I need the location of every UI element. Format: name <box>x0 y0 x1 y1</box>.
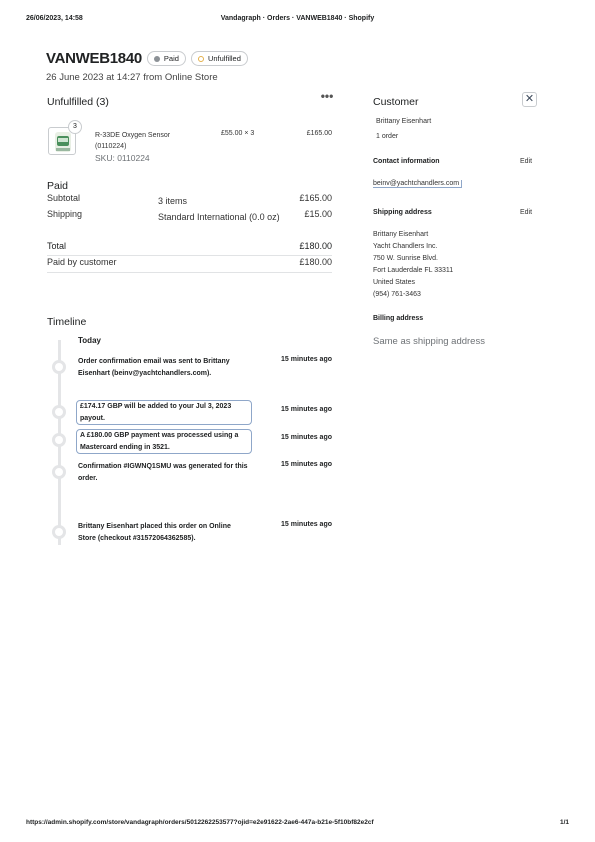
print-url: https://admin.shopify.com/store/vandagraph/orders/5012262253577?ojid=e2e91622-2ae6-447a-b21e-5f10bf82e2cf <box>26 819 374 826</box>
timeline-event-time: 15 minutes ago <box>281 461 332 468</box>
print-datetime: 26/06/2023, 14:58 <box>26 15 83 22</box>
total-label: Total <box>47 241 67 251</box>
shipping-edit-button[interactable]: Edit <box>520 209 533 216</box>
payment-status-badge: Paid <box>147 51 186 66</box>
timeline-event-time: 15 minutes ago <box>281 406 332 413</box>
timeline-event[interactable]: £174.17 GBP will be added to your Jul 3, 2023 payout. <box>76 400 252 425</box>
fulfillment-status-badge: Unfulfilled <box>191 51 248 66</box>
shipping-row <box>47 209 332 241</box>
timeline-dot-icon <box>52 465 66 479</box>
paid-by-amount: £180.00 <box>299 257 332 267</box>
timeline-event: Brittany Eisenhart placed this order on Online Store (checkout #31572064362585). <box>78 523 231 542</box>
contact-info-title: Contact information <box>373 158 440 165</box>
customer-email-link[interactable]: beinv@yachtchandlers.com <box>373 180 462 188</box>
timeline-event-time: 15 minutes ago <box>281 434 332 441</box>
customer-order-count: 1 order <box>376 133 399 140</box>
contact-edit-button[interactable]: Edit <box>520 158 533 165</box>
subtotal-detail: 3 items <box>158 196 188 206</box>
timeline-title: Timeline <box>47 316 87 328</box>
product-unit-price: £55.00 × 3 <box>221 130 255 137</box>
close-icon[interactable]: ✕ <box>522 92 537 107</box>
product-sku: SKU: 0110224 <box>95 153 150 163</box>
timeline-day: Today <box>78 336 101 345</box>
print-page-title: Vandagraph · Orders · VANWEB1840 · Shopify <box>220 15 375 22</box>
subtotal-label: Subtotal <box>47 193 81 203</box>
timeline-event: Order confirmation email was sent to Brittany Eisenhart (beinv@yachtchandlers.com). <box>78 358 230 377</box>
total-amount: £180.00 <box>299 241 332 251</box>
more-horizontal-icon[interactable]: ••• <box>320 89 334 103</box>
product-line-total: £165.00 <box>306 130 332 137</box>
customer-name-link[interactable]: Brittany Eisenhart <box>376 118 432 125</box>
shipping-address: Brittany Eisenhart Yacht Chandlers Inc. 750 W. Sunrise Blvd. Fort Lauderdale FL 33311 United States (954) 761-3463 <box>373 231 454 298</box>
subtotal-amount: £165.00 <box>299 193 332 203</box>
customer-title: Customer <box>373 96 419 108</box>
subtotal-row <box>47 193 332 209</box>
order-title: VANWEB1840 <box>46 50 142 67</box>
timeline-event-time: 15 minutes ago <box>281 356 332 363</box>
order-header <box>46 50 248 83</box>
print-footer <box>26 819 569 829</box>
order-date: 26 June 2023 at 14:27 from Online Store <box>46 72 218 83</box>
divider <box>47 272 332 273</box>
timeline-event[interactable]: A £180.00 GBP payment was processed using a Mastercard ending in 3521. <box>76 429 252 454</box>
print-header <box>26 15 569 25</box>
unfulfilled-title: Unfulfilled (3) <box>47 96 109 108</box>
timeline-dot-icon <box>52 360 66 374</box>
quantity-badge: 3 <box>68 120 82 134</box>
billing-address-value: Same as shipping address <box>373 336 485 347</box>
timeline-dot-icon <box>52 405 66 419</box>
status-dot-icon <box>154 56 160 62</box>
timeline-dot-icon <box>52 525 66 539</box>
billing-address-title: Billing address <box>373 315 424 322</box>
paid-by-label: Paid by customer <box>47 257 117 267</box>
shipping-address-title: Shipping address <box>373 209 432 216</box>
divider <box>47 255 332 256</box>
status-ring-icon <box>198 56 204 62</box>
shipping-label: Shipping <box>47 209 83 219</box>
timeline-dot-icon <box>52 433 66 447</box>
payment-title: Paid <box>47 180 69 192</box>
timeline-event-time: 15 minutes ago <box>281 521 332 528</box>
timeline-event: Confirmation #IGWNQ1SMU was generated for this order. <box>78 463 248 482</box>
shipping-detail: Standard International (0.0 oz) <box>158 212 280 222</box>
print-page-count: 1/1 <box>559 819 569 826</box>
shipping-amount: £15.00 <box>304 209 332 219</box>
paid-by-row <box>47 257 332 273</box>
product-name-link[interactable]: R-33DE Oxygen Sensor (0110224) <box>95 132 171 150</box>
